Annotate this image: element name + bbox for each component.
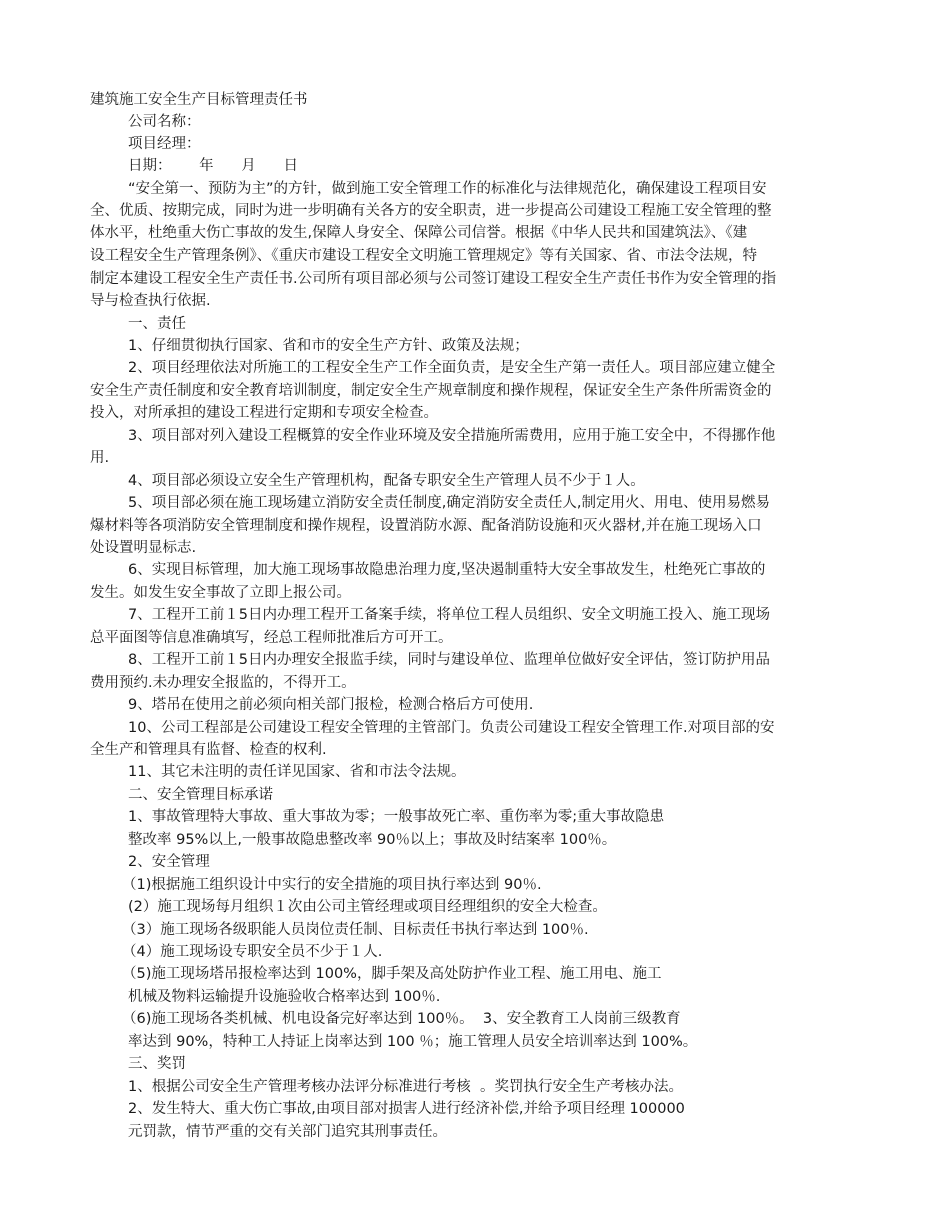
paragraph-line: 4、项目部必须设立安全生产管理机构，配备专职安全生产管理人员不少于１人。 bbox=[128, 473, 645, 489]
paragraph-line: 整改率 95%以上,一般事故隐患整改率 90％以上；事故及时结案率 100％。 bbox=[128, 832, 617, 848]
paragraph-line: 1、事故管理特大事故、重大事故为零；一般事故死亡率、重伤率为零;重大事故隐患 bbox=[128, 809, 665, 825]
intro-line: 导与检查执行依据. bbox=[90, 293, 211, 309]
section-heading: 三、奖罚 bbox=[128, 1056, 186, 1072]
paragraph-line: 3、项目部对列入建设工程概算的安全作业环境及安全措施所需费用，应用于施工安全中，不得挪作他 bbox=[128, 428, 776, 444]
paragraph-line: 11、其它未注明的责任详见国家、省和市法令法规。 bbox=[128, 764, 466, 780]
paragraph-line: 机械及物料运输提升设施验收合格率达到 100％. bbox=[128, 989, 441, 1005]
paragraph-line: 费用预约.未办理安全报监的，不得开工。 bbox=[90, 675, 356, 691]
paragraph-line: 1、根据公司安全生产管理考核办法评分标准进行考核 。奖罚执行安全生产考核办法。 bbox=[128, 1079, 683, 1095]
paragraph-line: （6)施工现场各类机械、机电设备完好率达到 100％。 3、安全教育工人岗前三级教育 bbox=[122, 1011, 681, 1027]
paragraph-line: 1、仔细贯彻执行国家、省和市的安全生产方针、政策及法规； bbox=[128, 338, 529, 354]
section-heading: 一、责任 bbox=[128, 316, 186, 332]
paragraph-line: 总平面图等信息准确填写，经总工程师批准后方可开工。 bbox=[90, 630, 453, 646]
paragraph-line: 8、工程开工前１5日内办理安全报监手续，同时与建设单位、监理单位做好安全评估，签订防护用品 bbox=[128, 652, 770, 668]
paragraph-line: 爆材料等各项消防安全管理制度和操作规程，设置消防水源、配备消防设施和灭火器材,并在施工现场入口 bbox=[90, 518, 762, 534]
paragraph-line: 2、发生特大、重大伤亡事故,由项目部对损害人进行经济补偿,并给予项目经理 100000 bbox=[128, 1101, 685, 1117]
paragraph-line: 处设置明显标志. bbox=[90, 540, 197, 556]
paragraph-line: 安全生产责任制度和安全教育培训制度，制定安全生产规章制度和操作规程，保证安全生产条件所需资金的 bbox=[90, 383, 772, 399]
paragraph-line: （3）施工现场各级职能人员岗位责任制、目标责任书执行率达到 100％. bbox=[122, 922, 589, 938]
project-manager-label: 项目经理： bbox=[128, 136, 201, 152]
paragraph-line: 元罚款，情节严重的交有关部门追究其刑事责任。 bbox=[128, 1124, 447, 1140]
paragraph-line: 全生产和管理具有监督、检查的权利. bbox=[90, 742, 327, 758]
company-name-label: 公司名称： bbox=[128, 114, 201, 130]
paragraph-line: 率达到 90%，特种工人持证上岗率达到 100 ％；施工管理人员安全培训率达到 100%。 bbox=[128, 1034, 698, 1050]
paragraph-line: （4）施工现场设专职安全员不少于１人. bbox=[122, 944, 383, 960]
intro-line: 设工程安全生产管理条例》、《重庆市建设工程安全文明施工管理规定》等有关国家、省、市法令法规，特 bbox=[90, 248, 757, 264]
paragraph-line: 投入，对所承担的建设工程进行定期和专项安全检查。 bbox=[90, 405, 438, 421]
section-heading: 二、安全管理目标承诺 bbox=[128, 787, 273, 803]
intro-line: 体水平，杜绝重大伤亡事故的发生,保障人身安全、保障公司信誉。根据《中华人民共和国建筑法》、《建 bbox=[90, 225, 748, 241]
date-line: 日期： 年 月 日 bbox=[128, 158, 298, 174]
paragraph-line: 2、项目经理依法对所施工的工程安全生产工作全面负责，是安全生产第一责任人。项目部应建立健全 bbox=[128, 360, 776, 376]
paragraph-line: (2）施工现场每月组织１次由公司主管经理或项目经理组织的安全大检查。 bbox=[128, 899, 607, 915]
paragraph-line: 5、项目部必须在施工现场建立消防安全责任制度,确定消防安全责任人,制定用火、用电、使用易燃易 bbox=[128, 495, 770, 511]
intro-line: 制定本建设工程安全生产责任书.公司所有项目部必须与公司签订建设工程安全生产责任书作为安全管理的指 bbox=[90, 271, 777, 287]
intro-line: 全、优质、按期完成，同时为进一步明确有关各方的安全职责，进一步提高公司建设工程施工安全管理的整 bbox=[90, 203, 772, 219]
intro-line: “安全第一、预防为主”的方针，做到施工安全管理工作的标准化与法律规范化，确保建设工程项目安 bbox=[128, 181, 767, 197]
paragraph-line: 2、安全管理 bbox=[128, 854, 210, 870]
paragraph-line: 10、公司工程部是公司建设工程安全管理的主管部门。负责公司建设工程安全管理工作.对项目部的安 bbox=[128, 720, 775, 736]
paragraph-line: 用. bbox=[90, 450, 110, 466]
paragraph-line: 7、工程开工前１5日内办理工程开工备案手续，将单位工程人员组织、安全文明施工投入、施工现场 bbox=[128, 607, 770, 623]
paragraph-line: 6、实现目标管理，加大施工现场事故隐患治理力度,坚决遏制重特大安全事故发生，杜绝死亡事故的 bbox=[128, 562, 766, 578]
paragraph-line: 发生。如发生安全事故了立即上报公司。 bbox=[90, 585, 351, 601]
paragraph-line: （5)施工现场塔吊报检率达到 100%，脚手架及高处防护作业工程、施工用电、施工 bbox=[122, 966, 662, 982]
paragraph-line: 9、塔吊在使用之前必须向相关部门报检，检测合格后方可使用. bbox=[128, 697, 534, 713]
paragraph-line: （1)根据施工组织设计中实行的安全措施的项目执行率达到 90％. bbox=[122, 877, 542, 893]
document-title: 建筑施工安全生产目标管理责任书 bbox=[90, 92, 308, 108]
